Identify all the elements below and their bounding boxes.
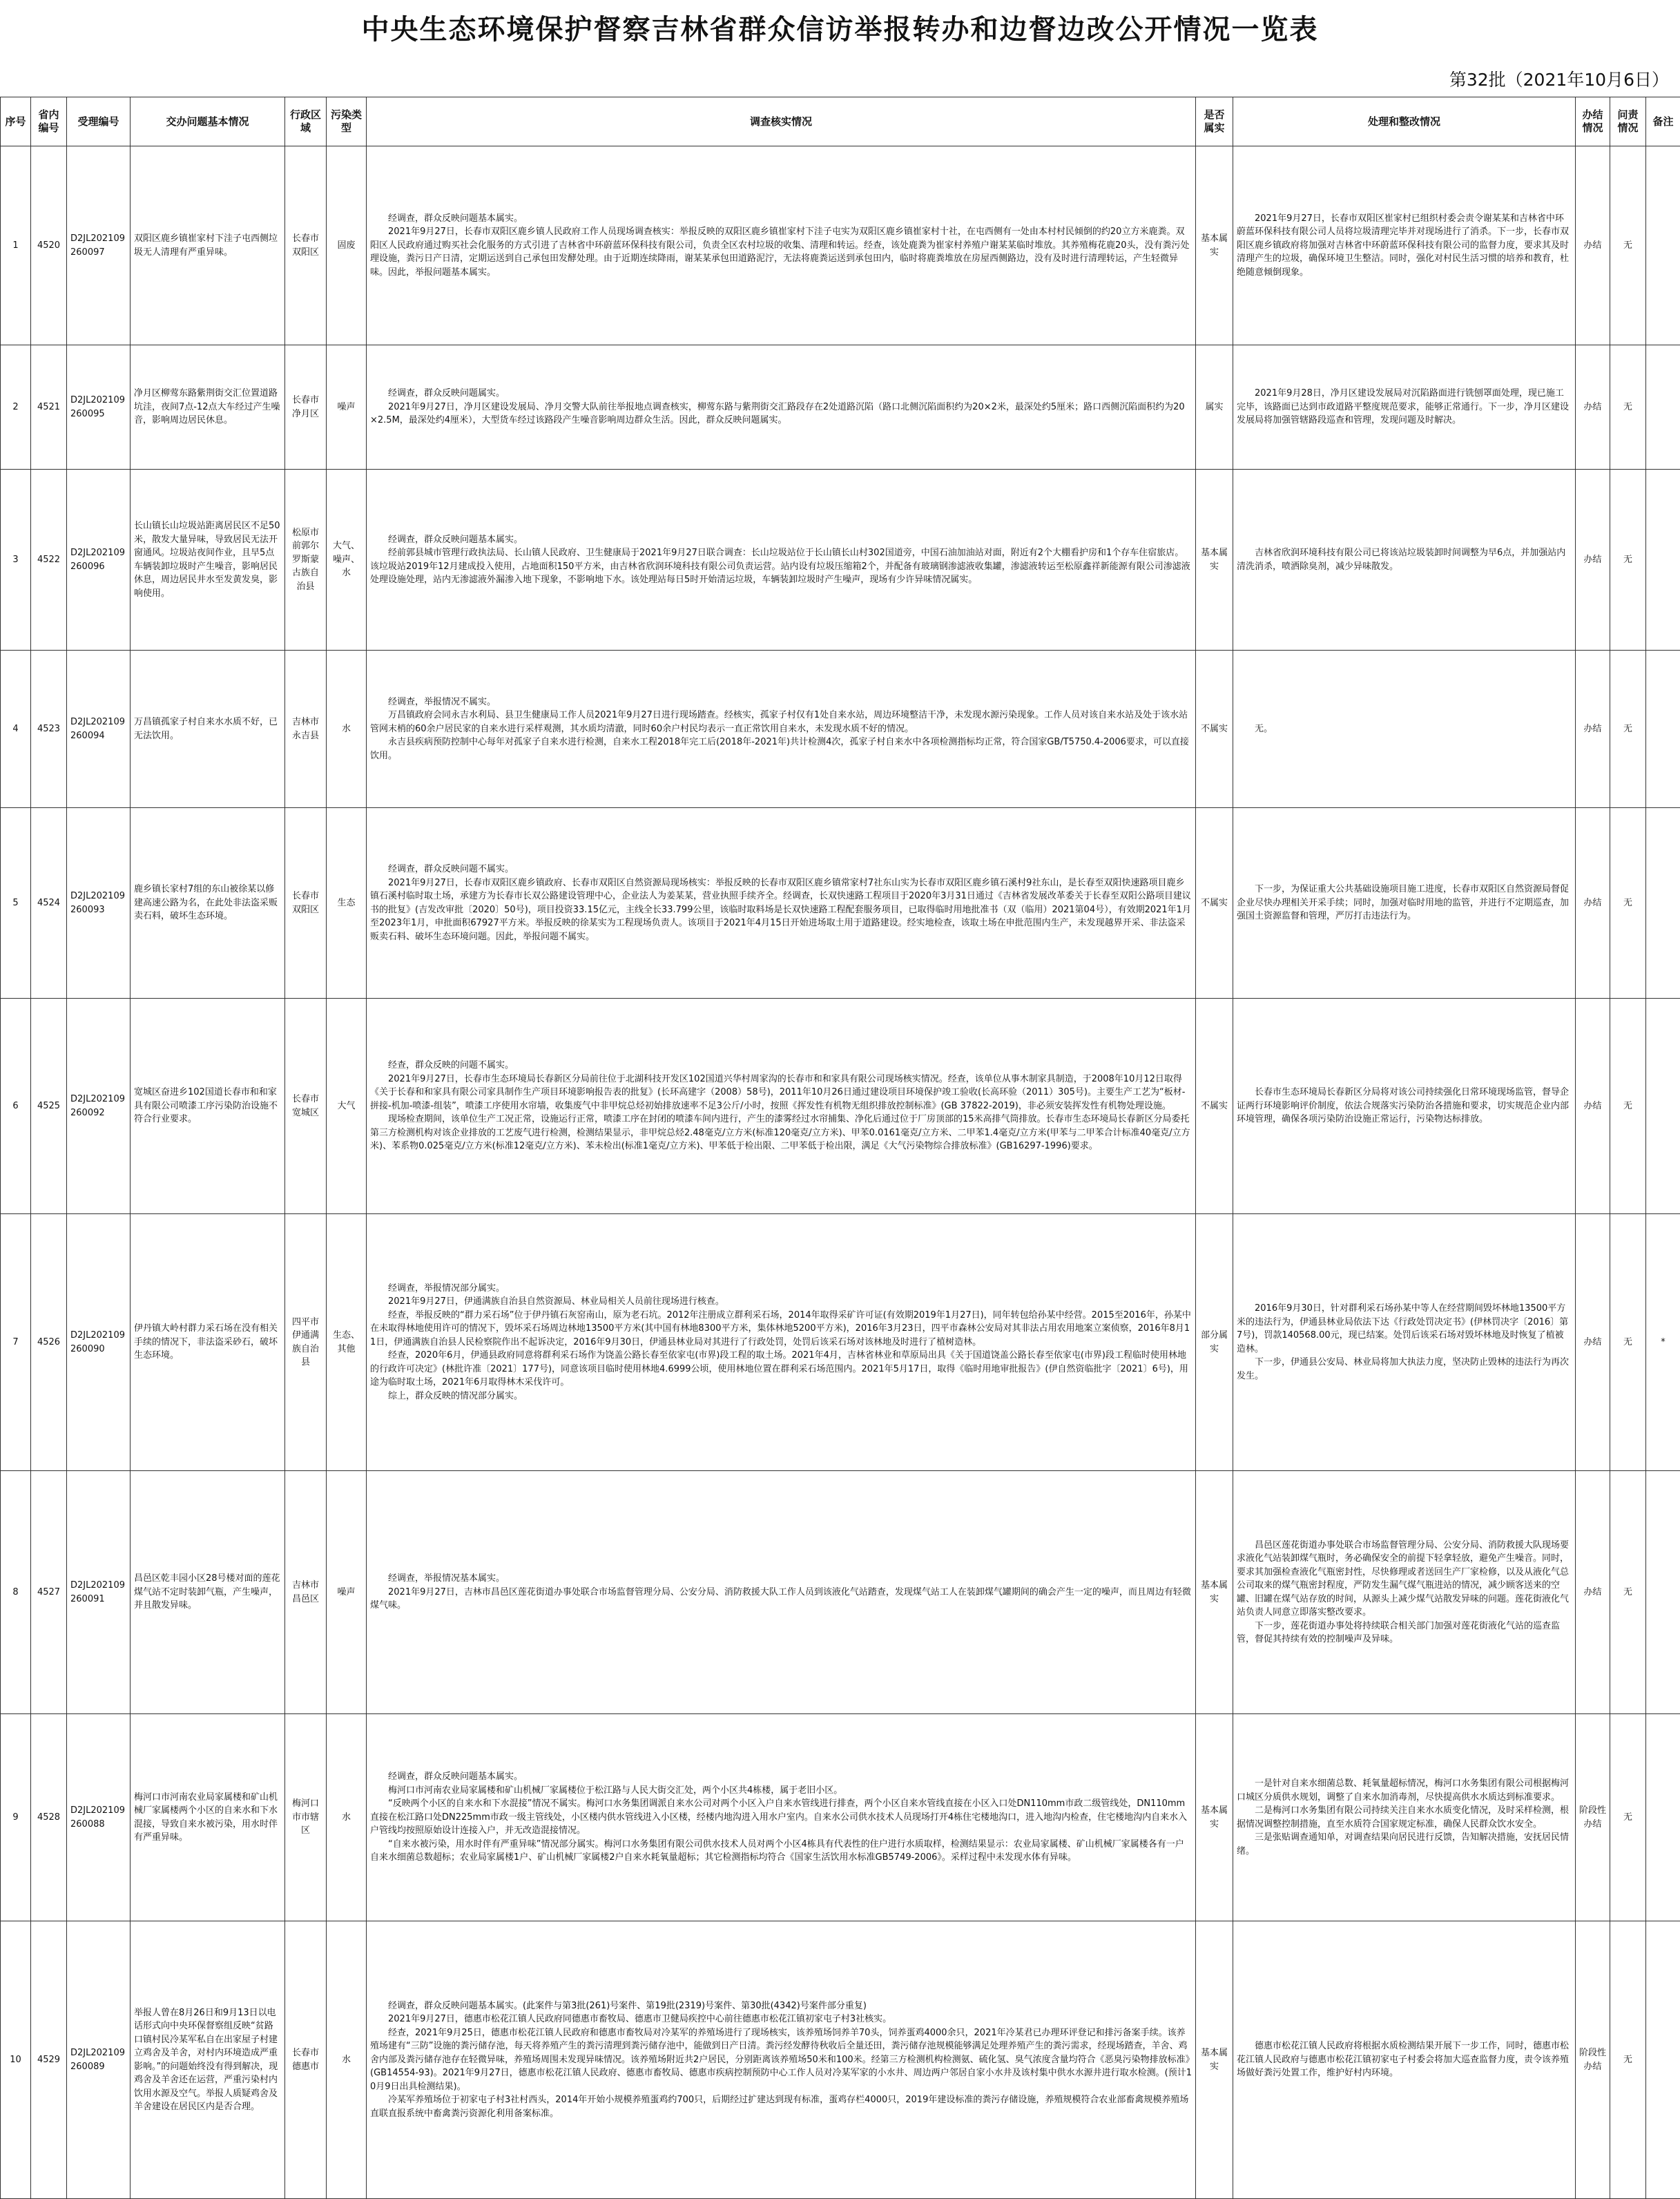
cell-investigation xyxy=(367,651,1196,808)
paragraph: 无。 xyxy=(1237,722,1572,736)
paragraph: 吉林省欣润环境科技有限公司已将该站垃圾装卸时间调整为早6点，并加强站内清洗消杀，喷洒除臭剂，减少异味散发。 xyxy=(1237,546,1572,573)
header-prov-no: 省内编号 xyxy=(31,97,67,146)
paragraph: 长春市生态环境局长春新区分局将对该公司持续强化日常环境现场监管，督导企证两行环境影响评价制度，依法合规落实污染防治各措施和要求，切实规范企业内部环境管理，确保各项污染防治设施正常运行，污染物达标排放。 xyxy=(1237,1086,1572,1126)
table-header-row xyxy=(1,97,1680,146)
header-region: 行政区域 xyxy=(285,97,327,146)
cell-acc-no: D2JL202109260088 xyxy=(67,1714,131,1921)
cell-handling xyxy=(1233,146,1576,345)
cell-no: 6 xyxy=(1,999,31,1214)
cell-status: 阶段性办结 xyxy=(1576,1921,1610,2199)
cell-account: 无 xyxy=(1610,1714,1646,1921)
cell-investigation xyxy=(367,345,1196,470)
cell-region: 吉林市永吉县 xyxy=(285,651,327,808)
paragraph: 经调查，群众反映问题不属实。 xyxy=(370,863,1192,876)
cell-no: 10 xyxy=(1,1921,31,2199)
batch-label: 第32批（2021年10月6日） xyxy=(1449,66,1669,91)
cell-acc-no: D2JL202109260091 xyxy=(67,1471,131,1714)
cell-region: 长春市德惠市 xyxy=(285,1921,327,2199)
cell-handling xyxy=(1233,1714,1576,1921)
cell-no: 9 xyxy=(1,1714,31,1921)
complaint-table xyxy=(0,97,1680,2199)
cell-basic: 万昌镇孤家子村自来水水质不好，已无法饮用。 xyxy=(131,651,285,808)
paragraph: 2016年9月30日，针对群利采石场孙某中等人在经营期间毁坏林地13500平方米的违法行为，伊通县林业局依法下达《行政处罚决定书》(伊林罚决字〔2016〕第7号)，罚款140568.00元，现已结案。处罚后该采石场对毁坏林地及时恢复了植被造林。 xyxy=(1237,1302,1572,1356)
cell-no: 4 xyxy=(1,651,31,808)
cell-account: 无 xyxy=(1610,651,1646,808)
cell-investigation xyxy=(367,999,1196,1214)
table-row xyxy=(1,470,1680,651)
cell-acc-no: D2JL202109260090 xyxy=(67,1214,131,1471)
cell-investigation xyxy=(367,146,1196,345)
cell-remark xyxy=(1646,808,1680,999)
cell-prov-no: 4524 xyxy=(31,808,67,999)
header-account: 问责情况 xyxy=(1610,97,1646,146)
cell-investigation xyxy=(367,1214,1196,1471)
cell-pollution: 大气、噪声、水 xyxy=(327,470,367,651)
cell-pollution: 噪声 xyxy=(327,1471,367,1714)
cell-acc-no: D2JL202109260095 xyxy=(67,345,131,470)
paragraph: 经调查，群众反映问题基本属实。 xyxy=(370,1770,1192,1784)
header-remark: 备注 xyxy=(1646,97,1680,146)
cell-pollution: 水 xyxy=(327,1714,367,1921)
table-row xyxy=(1,1214,1680,1471)
cell-verified: 基本属实 xyxy=(1196,470,1233,651)
cell-remark xyxy=(1646,1714,1680,1921)
cell-investigation xyxy=(367,1714,1196,1921)
cell-investigation xyxy=(367,1471,1196,1714)
cell-pollution: 水 xyxy=(327,1921,367,2199)
header-handling: 处理和整改情况 xyxy=(1233,97,1576,146)
cell-prov-no: 4520 xyxy=(31,146,67,345)
cell-basic: 伊丹镇大岭村群力采石场在没有相关手续的情况下，非法盗采砂石，破坏生态环境。 xyxy=(131,1214,285,1471)
cell-region: 长春市双阳区 xyxy=(285,146,327,345)
paragraph: 经调查，群众反映问题属实。 xyxy=(370,387,1192,401)
paragraph: 德惠市松花江镇人民政府将根据水质检测结果开展下一步工作，同时，德惠市松花江镇人民政府与德惠市松花江镇初家屯子村委会将加大巡查监督力度，责令该养殖场做好粪污处置工作，维护好村内环境。 xyxy=(1237,2039,1572,2080)
cell-acc-no: D2JL202109260092 xyxy=(67,999,131,1214)
cell-basic: 双阳区鹿乡镇崔家村下洼子屯西侧垃圾无人清理有严重异味。 xyxy=(131,146,285,345)
cell-basic: 举报人曾在8月26日和9月13日以电话形式向中央环保督察组反映“贫路口镇村民冷某军私自在出家屋子村建立鸡舍及羊舍，对村内环境造成严重影响。”的问题始终没有得到解决，现鸡舍及羊舍还在运营，严重污染村内饮用水源及空气。举报人质疑鸡舍及羊舍建设在居民区内是否合理。 xyxy=(131,1921,285,2199)
cell-region: 长春市净月区 xyxy=(285,345,327,470)
header-acc-no: 受理编号 xyxy=(67,97,131,146)
cell-account: 无 xyxy=(1610,1921,1646,2199)
cell-remark: * xyxy=(1646,1214,1680,1471)
cell-status: 办结 xyxy=(1576,651,1610,808)
paragraph: 2021年9月27日，吉林市昌邑区莲花街道办事处联合市场监督管理分局、公安分局、消防救援大队工作人员到该液化气站踏查，发现煤气站工人在装卸煤气罐期间的确会产生一定的噪声，而且周边有轻微煤气味。 xyxy=(370,1586,1192,1613)
cell-status: 办结 xyxy=(1576,808,1610,999)
paragraph: 综上，群众反映的情况部分属实。 xyxy=(370,1390,1192,1403)
table-row xyxy=(1,345,1680,470)
cell-status: 阶段性办结 xyxy=(1576,1714,1610,1921)
paragraph: 现场检查期间，该单位生产工况正常，设施运行正常，喷漆工序在封闭的喷漆车间内进行，产生的漆雾经过水帘捕集、净化后通过位于厂房顶部的15米高排气筒排放。长春市生态环境局长春新区分局委托第三方检测机构对该企业排放的工艺废气进行检测，检测结果显示，非甲烷总烃2.48毫克/立方米(标准120毫克/立方米)、甲苯0.0161毫克/立方米、二甲苯1.4毫克/立方米(甲苯与二甲苯合计标准40毫克/立方米)、苯系物0.025毫克/立方米(标准12毫克/立方米)、苯未检出(标准1毫克/立方米)、甲苯低于检出限、二甲苯低于检出限，满足《大气污染物综合排放标准》(GB16297-1996)要求。 xyxy=(370,1113,1192,1153)
cell-remark xyxy=(1646,651,1680,808)
cell-acc-no: D2JL202109260093 xyxy=(67,808,131,999)
table-row xyxy=(1,999,1680,1214)
paragraph: 经调查，举报情况基本属实。 xyxy=(370,1572,1192,1586)
cell-verified: 属实 xyxy=(1196,345,1233,470)
cell-pollution: 生态 xyxy=(327,808,367,999)
paragraph: 经查，2021年9月25日，德惠市松花江镇人民政府和德惠市畜牧局对冷某军的养殖场进行了现场核实，该养殖场饲养羊70头，饲养蛋鸡4000余只，2021年冷某君已办理环评登记和排污备案手续。该养殖场建有“三防”设施的粪污储存池，每天将养殖产生的粪污清理到粪污储存池中，能做到日产日清。粪污经发酵待秋收后全量还田，粪污储存池规模能够满足处理养殖产生的粪污需求，经现场踏查，羊舍、鸡舍内部及粪污储存池存在轻微异味，养殖场周围未发现异味情况。该养殖场附近共2户居民，分别距离该养殖场50米和100米。经第三方检测机构检测氨、硫化氢、臭气浓度含量均符合《恶臭污染物排放标准》(GB14554-93)。2021年9月27日，德惠市松花江镇人民政府、德惠市畜牧局、德惠市疾病控制预防中心工作人员对冷某军家的小水井、周边两户邻居自家小水井及该村集中供水水源井进行取水检测。(预计10月9日出具检测结果)。 xyxy=(370,2026,1192,2094)
paragraph: “反映两个小区的自来水和下水混接”情况不属实。梅河口水务集团调派自来水公司对两个小区入户自来水管线进行排查，两个小区自来水管线直接在小区入口处DN110mm市政二级管线处，DN110mm直接在松江路口处DN225mm市政一级主管线处，小区楼内供水管线进入小区楼，经楼内地沟进入用水户室内。自来水公司供水技术人员现场打开4栋住宅楼地沟口，进入地沟内检查，住宅楼地沟内自来水入户管线均按照原始设计连接入户，并无改造混接情况。 xyxy=(370,1797,1192,1838)
table-row xyxy=(1,1714,1680,1921)
table-row xyxy=(1,651,1680,808)
cell-status: 办结 xyxy=(1576,1214,1610,1471)
cell-verified: 基本属实 xyxy=(1196,1471,1233,1714)
cell-acc-no: D2JL202109260096 xyxy=(67,470,131,651)
cell-status: 办结 xyxy=(1576,1471,1610,1714)
paragraph: 万昌镇政府会同永吉水利局、县卫生健康局工作人员2021年9月27日进行现场踏查。经核实，孤家子村仅有1处自来水站，周边环境整洁干净，未发现水源污染现象。工作人员对该自来水站及处于该水站管网末梢的60余户居民家的自来水进行采样观测，其水质均清澈，同时60余户村民均表示一直正常饮用自来水，未发现水质不好的情况。 xyxy=(370,709,1192,736)
cell-remark xyxy=(1646,1921,1680,2199)
cell-account: 无 xyxy=(1610,1214,1646,1471)
paragraph: 经调查，举报情况不属实。 xyxy=(370,695,1192,709)
cell-handling xyxy=(1233,345,1576,470)
table-row xyxy=(1,1471,1680,1714)
cell-prov-no: 4525 xyxy=(31,999,67,1214)
cell-basic: 宽城区奋进乡102国道长春市和和家具有限公司喷漆工序污染防治设施不符合行业要求。 xyxy=(131,999,285,1214)
paragraph: 下一步，为保证重大公共基础设施项目施工进度，长春市双阳区自然资源局督促企业尽快办理相关开采手续；同时，加强对临时用地的监管，并进行不定期巡查，加强国土资源监督和管理，严厉打击违法行为。 xyxy=(1237,883,1572,923)
cell-verified: 不属实 xyxy=(1196,808,1233,999)
table-row xyxy=(1,808,1680,999)
cell-verified: 基本属实 xyxy=(1196,1714,1233,1921)
cell-verified: 部分属实 xyxy=(1196,1214,1233,1471)
header-no: 序号 xyxy=(1,97,31,146)
table-row xyxy=(1,1921,1680,2199)
cell-verified: 基本属实 xyxy=(1196,146,1233,345)
cell-remark xyxy=(1646,999,1680,1214)
paragraph: 昌邑区莲花街道办事处联合市场监督管理分局、公安分局、消防救援大队现场要求液化气站装卸煤气瓶时，务必确保安全的前提下轻拿轻放，避免产生噪音。同时，要求其加强检查液化气瓶密封性，尽快修理或者送回生产厂家检修，以及从液化气总公司取来的煤气瓶密封程度，严防发生漏气煤气瓶进站的情况，减少顾客送来的空罐、旧罐在煤气站存放的时间，从源头上减少煤气站散发异味的问题。莲花街液化气站负责人同意立即落实整改要求。 xyxy=(1237,1539,1572,1620)
header-verified: 是否属实 xyxy=(1196,97,1233,146)
cell-prov-no: 4523 xyxy=(31,651,67,808)
cell-account: 无 xyxy=(1610,470,1646,651)
paragraph: 一是针对自来水细菌总数、耗氧量超标情况，梅河口水务集团有限公司根据梅河口城区分质供水规划，调整了自来水加消毒剂，尽快提高供水水质达到标准要求。 xyxy=(1237,1777,1572,1804)
table-body xyxy=(1,146,1680,2199)
paragraph: 经调查，群众反映问题基本属实。 xyxy=(370,533,1192,547)
cell-pollution: 大气 xyxy=(327,999,367,1214)
cell-handling xyxy=(1233,470,1576,651)
cell-region: 松原市前郭尔罗斯蒙古族自治县 xyxy=(285,470,327,651)
page-title: 中央生态环境保护督察吉林省群众信访举报转办和边督边改公开情况一览表 xyxy=(0,0,1680,59)
paragraph: 下一步，莲花街道办事处将持续联合相关部门加强对莲花街液化气站的巡查监管，督促其持续有效的控制噪声及异味。 xyxy=(1237,1620,1572,1646)
cell-region: 吉林市昌邑区 xyxy=(285,1471,327,1714)
cell-pollution: 噪声 xyxy=(327,345,367,470)
header-investigation: 调查核实情况 xyxy=(367,97,1196,146)
cell-remark xyxy=(1646,146,1680,345)
cell-region: 长春市宽城区 xyxy=(285,999,327,1214)
cell-acc-no: D2JL202109260097 xyxy=(67,146,131,345)
paragraph: 梅河口市河南农业局家属楼和矿山机械厂家属楼位于松江路与人民大街交汇处，两个小区共4栋楼，属于老旧小区。 xyxy=(370,1784,1192,1798)
cell-pollution: 固废 xyxy=(327,146,367,345)
paragraph: 经调查，群众反映问题基本属实。 xyxy=(370,212,1192,226)
paragraph: 冷某军养殖场位于初家屯子村3社村西头，2014年开始小规模养殖蛋鸡约700只，后期经过扩建达到现有标准，蛋鸡存栏4000只，2019年建设标准的粪污存储设施，养殖规模符合农业部畜禽规模养殖场直联直报系统中畜禽粪污资源化利用备案标准。 xyxy=(370,2093,1192,2120)
header-pollution: 污染类型 xyxy=(327,97,367,146)
cell-remark xyxy=(1646,345,1680,470)
paragraph: 二是梅河口水务集团有限公司持续关注自来水水质变化情况，及时采样检测，根据情况调整控制措施，直至水质符合国家规定标准，确保人民群众饮水安全。 xyxy=(1237,1804,1572,1831)
cell-handling xyxy=(1233,1214,1576,1471)
cell-pollution: 生态、其他 xyxy=(327,1214,367,1471)
paragraph: 2021年9月27日，长春市双阳区鹿乡镇政府、长春市双阳区自然资源局现场核实：举报反映的长春市双阳区鹿乡镇常家村7社东山实为长春市双阳区鹿乡镇石溪村9社东山，是长春至双阳快速路项目鹿乡镇石溪村临时取土场，承建方为长春市长双公路建设管理中心，企业法人为姜某某，营业执照手续齐全。经调查，长双快速路工程项目于2020年3月31日通过《吉林省发展改革委关于长春至双阳公路项目建议书的批复》(吉发改审批〔2020〕50号)，项目投资33.15亿元，主线全长33.799公里，该临时取料场是长双快速路工程配套服务项目，已取得临时用地批准书（双（临用）2021第04号），有效期2021年1月至2023年1月，申批面积67927平方米。举报反映的徐某实为工程现场负责人。该项目于2021年4月15日开始进场取土用于道路建设。经实地检查，该取土场在申批范围内生产，未发现越界开采、非法盗采贩卖石料、破坏生态环境问题。因此，举报问题不属实。 xyxy=(370,876,1192,944)
cell-account: 无 xyxy=(1610,345,1646,470)
cell-remark xyxy=(1646,1471,1680,1714)
cell-handling xyxy=(1233,651,1576,808)
cell-region: 四平市伊通满族自治县 xyxy=(285,1214,327,1471)
header-status: 办结情况 xyxy=(1576,97,1610,146)
paragraph: 经调查，举报情况部分属实。 xyxy=(370,1282,1192,1296)
cell-account: 无 xyxy=(1610,808,1646,999)
cell-investigation xyxy=(367,808,1196,999)
cell-status: 办结 xyxy=(1576,999,1610,1214)
cell-investigation xyxy=(367,1921,1196,2199)
paragraph: 2021年9月27日，德惠市松花江镇人民政府同德惠市畜牧局、德惠市卫健局疾控中心前往德惠市松花江镇初家屯子村3社核实。 xyxy=(370,2013,1192,2026)
paragraph: 经查，群众反映的问题不属实。 xyxy=(370,1059,1192,1073)
cell-no: 3 xyxy=(1,470,31,651)
cell-no: 8 xyxy=(1,1471,31,1714)
paragraph: 2021年9月28日，净月区建设发展局对沉陷路面进行铣刨罩面处理，现已施工完毕，该路面已达到市政道路平整度规范要求，能够正常通行。下一步，净月区建设发展局将加强管辖路段巡查和管理，发现问题及时解决。 xyxy=(1237,387,1572,428)
cell-status: 办结 xyxy=(1576,470,1610,651)
paragraph: “自来水被污染，用水时伴有严重异味”情况部分属实。梅河口水务集团有限公司供水技术人员对两个小区4栋具有代表性的住户进行水质取样，检测结果显示：农业局家属楼、矿山机械厂家属楼各有一户自来水细菌总数超标；农业局家属楼1户、矿山机械厂家属楼2户自来水耗氧量超标；其它检测指标均符合《国家生活饮用水标准GB5749-2006》。采样过程中未发现水体有异味。 xyxy=(370,1838,1192,1865)
cell-remark xyxy=(1646,470,1680,651)
paragraph: 下一步，伊通县公安局、林业局将加大执法力度，坚决防止毁林的违法行为再次发生。 xyxy=(1237,1356,1572,1383)
cell-verified: 不属实 xyxy=(1196,651,1233,808)
cell-no: 5 xyxy=(1,808,31,999)
cell-handling xyxy=(1233,1921,1576,2199)
paragraph: 经前郭县城市管理行政执法局、长山镇人民政府、卫生健康局于2021年9月27日联合调查：长山垃圾站位于长山镇长山村302国道旁，中国石油加油站对面，附近有2个大棚看护房和1个存车住宿旅店。该垃圾站2019年12月建成投入使用，占地面积150平方米，由吉林省欣润环境科技有限公司负责运营。站内设有垃圾压缩箱2个，并配备有玻璃钢渗滤液收集罐，渗滤液转运至松原鑫祥新能源有限公司渗滤液处理设施处理，站内无渗滤液外漏渗入地下现象，不影响地下水。该处理站每日5时开始清运垃圾，车辆装卸垃圾时产生噪声，现场有少许异味情况属实。 xyxy=(370,546,1192,587)
cell-no: 1 xyxy=(1,146,31,345)
paragraph: 2021年9月27日，伊通满族自治县自然资源局、林业局相关人员前往现场进行核查。 xyxy=(370,1295,1192,1309)
paragraph: 经调查，群众反映问题基本属实。(此案件与第3批(261)号案件、第19批(2319)号案件、第30批(4342)号案件部分重复) xyxy=(370,1999,1192,2013)
header-basic: 交办问题基本情况 xyxy=(131,97,285,146)
cell-account: 无 xyxy=(1610,146,1646,345)
cell-basic: 净月区柳莺东路紫荆街交汇位置道路坑洼，夜间7点-12点大车经过产生噪音，影响周边居民休息。 xyxy=(131,345,285,470)
paragraph: 2021年9月27日，长春市生态环境局长春新区分局前往位于北湖科技开发区102国道兴华村周家沟的长春市和和家具有限公司现场核实情况。经查，该单位从事木制家具制造，于2008年10月12日取得《关于长春和和家具有限公司家具制作生产项目环境影响报告表的批复》(长环高建字（2008）58号)，2011年10月26日通过建设项目环境保护竣工验收(长高环验（2011）305号)。主要生产工艺为“板材-拼接-机加-喷漆-组装”，喷漆工序使用水帘墙，收集废气中非甲烷总烃初始排放速率不足3公斤/小时，按照《挥发性有机物无组织排放控制标准》(GB 37822-2019)，非必须安装挥发性有机物处理设施。 xyxy=(370,1073,1192,1113)
cell-no: 7 xyxy=(1,1214,31,1471)
cell-investigation xyxy=(367,470,1196,651)
cell-prov-no: 4526 xyxy=(31,1214,67,1471)
paragraph: 2021年9月27日，长春市双阳区鹿乡镇人民政府工作人员现场调查核实：举报反映的双阳区鹿乡镇崔家村下洼子屯实为双阳区鹿乡镇崔家村十社，在屯西侧有一处由本村村民倾倒的约20立方米鹿粪。双阳区人民政府通过购买社会化服务的方式引进了吉林省中环蔚蓝环保科技有限公司，负责全区农村垃圾的收集、清理和转运。经查，该处鹿粪为崔家村养殖户谢某某临时堆放。其养殖梅花鹿20头，没有粪污处理设施，粪污日产日清，定期运送到自己承包田发酵处理。由于近期连续降雨，谢某某承包田道路泥泞，无法将鹿粪运送到承包田内，临时将鹿粪堆放在房屋西侧路边，没有及时进行清理转运，产生轻微异味。因此，举报问题基本属实。 xyxy=(370,225,1192,279)
cell-handling xyxy=(1233,999,1576,1214)
cell-basic: 昌邑区乾丰园小区28号楼对面的莲花煤气站不定时装卸气瓶，产生噪声，并且散发异味。 xyxy=(131,1471,285,1714)
table-row xyxy=(1,146,1680,345)
cell-prov-no: 4528 xyxy=(31,1714,67,1921)
cell-account: 无 xyxy=(1610,1471,1646,1714)
cell-basic: 梅河口市河南农业局家属楼和矿山机械厂家属楼两个小区的自来水和下水混接，导致自来水被污染，用水时伴有严重异味。 xyxy=(131,1714,285,1921)
cell-acc-no: D2JL202109260094 xyxy=(67,651,131,808)
paragraph: 永吉县疾病预防控制中心每年对孤家子自来水进行检测，自来水工程2018年完工后(2018年-2021年)共计检测4次，孤家子村自来水中各项检测指标均正常，符合国家GB/T5750.4-2006要求，可以直接饮用。 xyxy=(370,736,1192,762)
cell-basic: 鹿乡镇长家村7组的东山被徐某以修建高速公路为名，在此处非法盗采贩卖石料，破坏生态环境。 xyxy=(131,808,285,999)
cell-prov-no: 4529 xyxy=(31,1921,67,2199)
cell-status: 办结 xyxy=(1576,345,1610,470)
cell-basic: 长山镇长山垃圾站距离居民区不足50米，散发大量异味，导致居民无法开窗通风。垃圾站夜间作业，且早5点车辆装卸垃圾时产生噪音，影响居民休息，周边居民井水至发黄发臭，影响使用。 xyxy=(131,470,285,651)
cell-region: 梅河口市市辖区 xyxy=(285,1714,327,1921)
cell-prov-no: 4527 xyxy=(31,1471,67,1714)
cell-status: 办结 xyxy=(1576,146,1610,345)
paragraph: 三是张贴调查通知单，对调查结果向居民进行反馈，告知解决措施，安抚居民情绪。 xyxy=(1237,1831,1572,1858)
paragraph: 2021年9月27日，长春市双阳区崔家村已组织村委会责令谢某某和吉林省中环蔚蓝环保科技有限公司人员将垃圾清理完毕并对现场进行了消杀。下一步，长春市双阳区鹿乡镇政府将加强对吉林省中环蔚蓝环保科技有限公司的监督力度，要求其及时清理产生的垃圾，确保环境卫生整洁。同时，强化对村民生活习惯的培养和教育，杜绝随意倾倒现象。 xyxy=(1237,212,1572,280)
cell-account: 无 xyxy=(1610,999,1646,1214)
cell-region: 长春市双阳区 xyxy=(285,808,327,999)
cell-no: 2 xyxy=(1,345,31,470)
paragraph: 经查，2020年6月，伊通县政府同意将群利采石场作为饶盖公路长春至依家屯(市界)段工程的取土场。2021年4月，吉林省林业和草原局出具《关于国道饶盖公路长春至依家屯(市界)段工程临时使用林地的行政许可决定》(林批许准〔2021〕177号)，同意该项目临时使用林地4.6999公顷，使用林地位置在群利采石场范围内。2021年5月17日，取得《临时用地审批报告》(伊自然资临批字〔2021〕6号)，用途为临时取土场，2021年6月取得林木采伐许可。 xyxy=(370,1349,1192,1390)
paragraph: 2021年9月27日，净月区建设发展局、净月交警大队前往举报地点调查核实，柳莺东路与紫荆街交汇路段存在2处道路沉陷（路口北侧沉陷面积约为20×2米，最深处约5厘米；路口西侧沉陷面积约为20×2.5M，最深处约4厘米），大型货车经过该路段产生噪音影响周边群众生活。因此，群众反映问题属实。 xyxy=(370,401,1192,428)
cell-prov-no: 4521 xyxy=(31,345,67,470)
cell-acc-no: D2JL202109260089 xyxy=(67,1921,131,2199)
cell-handling xyxy=(1233,808,1576,999)
cell-verified: 不属实 xyxy=(1196,999,1233,1214)
cell-verified: 基本属实 xyxy=(1196,1921,1233,2199)
paragraph: 经查，举报反映的“群力采石场”位于伊丹镇石灰窑南山，原为老石坑。2012年注册成立群利采石场，2014年取得采矿许可证(有效期2019年1月27日)，同年转包给孙某中经营。2015至2016年，孙某中在未取得林地使用许可的情况下，毁坏采石场周边林地13500平方米(其中国有林地8300平方米，集体林地5200平方米)，2016年3月23日，四平市森林公安局对其非法占用农用地案立案侦察，2016年8月11日，伊通满族自治县人民检察院作出不起诉决定，2016年9月30日，伊通县林业局对其进行了行政处罚，处罚后该采石场对该林地及时进行了植树造林。 xyxy=(370,1309,1192,1350)
cell-pollution: 水 xyxy=(327,651,367,808)
cell-prov-no: 4522 xyxy=(31,470,67,651)
cell-handling xyxy=(1233,1471,1576,1714)
